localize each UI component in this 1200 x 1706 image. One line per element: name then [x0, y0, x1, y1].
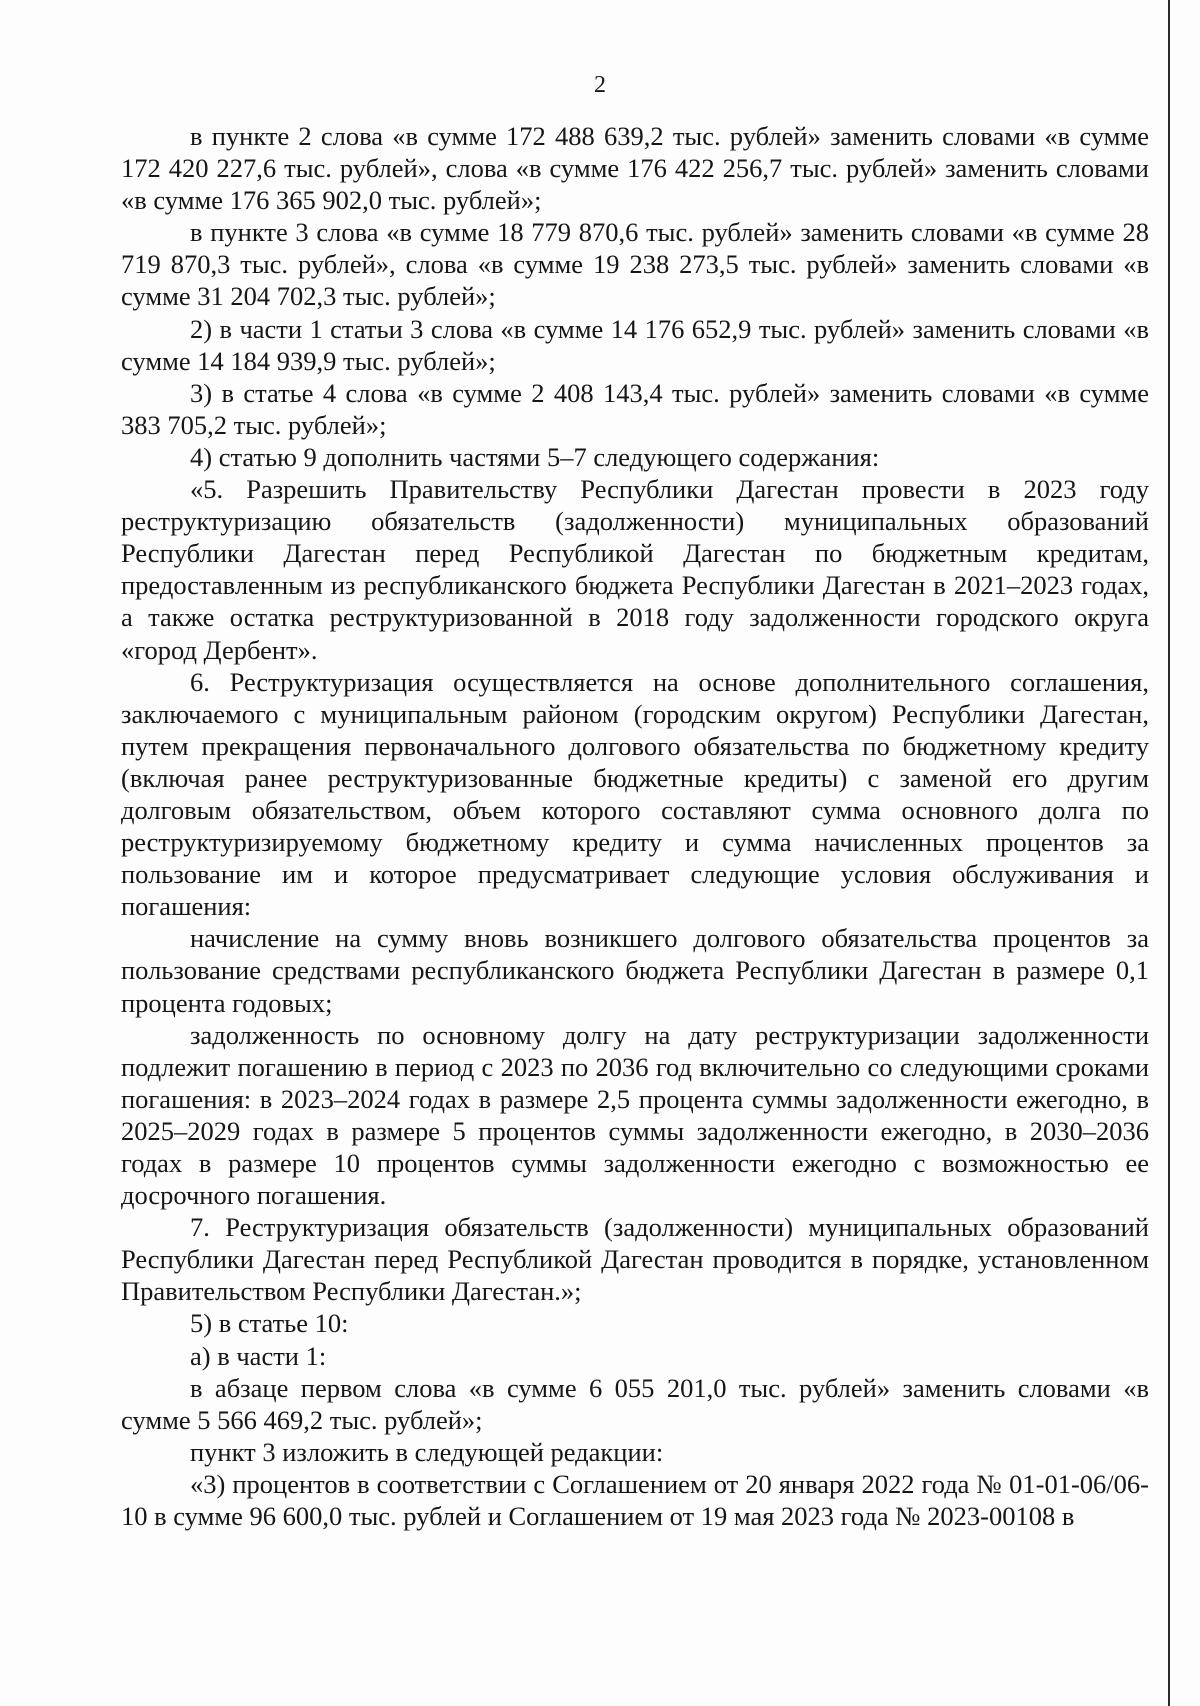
paragraph: 7. Реструктуризация обязательств (задолженности) муниципальных образований Республики Дагестан перед Республикой Дагестан проводится в порядке, установленном Правительством Республики Дагестан.»; — [121, 1212, 1149, 1307]
paragraph: а) в части 1: — [190, 1340, 327, 1371]
paragraph: в пункте 3 слова «в сумме 18 779 870,6 тыс. рублей» заменить словами «в сумме 28 719 870,3 тыс. рублей», слова «в сумме 19 238 273,5 тыс. рублей» заменить словами «в сумме 31 204 702,3 тыс. рублей»; — [121, 217, 1149, 312]
paragraph: пункт 3 изложить в следующей редакции: — [190, 1436, 664, 1467]
paragraph: 4) статью 9 дополнить частями 5–7 следующего содержания: — [190, 441, 880, 472]
paragraph: в пункте 2 слова «в сумме 172 488 639,2 тыс. рублей» заменить словами «в сумме 172 420 227,6 тыс. рублей», слова «в сумме 176 422 256,7 тыс. рублей» заменить словами «в сумме 176 365 902,0 тыс. рублей»; — [121, 121, 1149, 216]
paragraph: 3) в статье 4 слова «в сумме 2 408 143,4 тыс. рублей» заменить словами «в сумме 383 705,2 тыс. рублей»; — [121, 377, 1149, 440]
paragraph: «5. Разрешить Правительству Республики Дагестан провести в 2023 году реструктуризацию обязательств (задолженности) муниципальных образований Республики Дагестан перед Республикой Дагестан по бюджетным кредитам, предоставленным из республиканского бюджета Республики Дагестан в 2021–2023 годах, а также остатка реструктуризованной в 2018 году задолженности городского округа «город Дербент». — [121, 474, 1149, 665]
paragraph: 2) в части 1 статьи 3 слова «в сумме 14 176 652,9 тыс. рублей» заменить словами «в сумме 14 184 939,9 тыс. рублей»; — [121, 313, 1149, 376]
paragraph: задолженность по основному долгу на дату реструктуризации задолженности подлежит погашению в период с 2023 по 2036 год включительно со следующими сроками погашения: в 2023–2024 годах в размере 2,5 процента суммы задолженности ежегодно, в 2025–2029 годах в размере 5 процентов суммы задолженности ежегодно, в 2030–2036 годах в размере 10 процентов суммы задолженности ежегодно с возможностью ее досрочного погашения. — [121, 1019, 1149, 1211]
page-number: 2 — [594, 72, 606, 98]
paragraph: «3) процентов в соответствии с Соглашением от 20 января 2022 года № 01-01-06/06-10 в сумме 96 600,0 тыс. рублей и Соглашением от 19 мая 2023 года № 2023-00108 в — [121, 1468, 1149, 1532]
paragraph: 6. Реструктуризация осуществляется на основе дополнительного соглашения, заключаемого с муниципальным районом (городским округом) Республики Дагестан, путем прекращения первоначального долгового обязательства по бюджетному кредиту (включая ранее реструктуризованные бюджетные кредиты) с заменой его другим долговым обязательством, объем которого составляют сумма основного долга по реструктуризируемому бюджетному кредиту и сумма начисленных процентов за пользование им и которое предусматривает следующие условия обслуживания и погашения: — [121, 666, 1149, 922]
paragraph: 5) в статье 10: — [190, 1308, 349, 1339]
paragraph: начисление на сумму вновь возникшего долгового обязательства процентов за пользование средствами республиканского бюджета Республики Дагестан в размере 0,1 процента годовых; — [121, 923, 1149, 1018]
scan-edge-line — [1168, 0, 1170, 1706]
document-body — [121, 120, 1149, 1532]
paragraph: в абзаце первом слова «в сумме 6 055 201,0 тыс. рублей» заменить словами «в сумме 5 566 469,2 тыс. рублей»; — [121, 1372, 1149, 1435]
